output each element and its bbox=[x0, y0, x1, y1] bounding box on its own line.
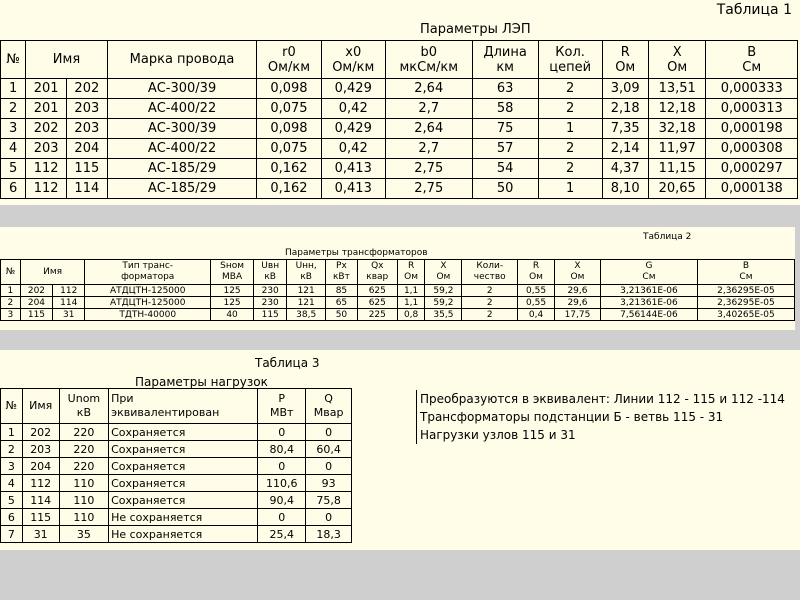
table-cell: Сохраняется bbox=[109, 424, 258, 441]
table-cell: 29,6 bbox=[554, 297, 600, 309]
table-cell: 125 bbox=[211, 297, 254, 309]
line-params-table bbox=[0, 40, 798, 199]
table-cell: 3 bbox=[1, 119, 26, 139]
table-cell: 0 bbox=[306, 424, 352, 441]
table-cell: 65 bbox=[326, 297, 358, 309]
table-cell: 203 bbox=[22, 441, 59, 458]
table-row bbox=[1, 297, 795, 309]
table-cell: 8,10 bbox=[602, 179, 648, 199]
table-cell: 6 bbox=[1, 509, 23, 526]
table-cell: 2,7 bbox=[385, 139, 472, 159]
table2-header: G См bbox=[600, 260, 697, 285]
table-cell: 0,162 bbox=[257, 159, 321, 179]
table-cell: 50 bbox=[472, 179, 538, 199]
table-cell: Не сохраняется bbox=[109, 526, 258, 543]
table-cell: 0,413 bbox=[321, 179, 385, 199]
table-cell: 625 bbox=[357, 297, 397, 309]
table-cell: 203 bbox=[66, 99, 107, 119]
table-cell: 114 bbox=[53, 297, 85, 309]
table-cell: 1,1 bbox=[397, 297, 425, 309]
table-cell: 2,36295E-05 bbox=[697, 285, 794, 297]
table1-header: R Ом bbox=[602, 41, 648, 79]
table-cell: 2 bbox=[1, 297, 21, 309]
table-cell: 3 bbox=[1, 458, 23, 475]
table-row bbox=[1, 139, 798, 159]
table-cell: 0,075 bbox=[257, 99, 321, 119]
table-cell: 2 bbox=[538, 159, 602, 179]
table2-header: X Ом bbox=[554, 260, 600, 285]
table-cell: 75 bbox=[472, 119, 538, 139]
table-row bbox=[1, 492, 352, 509]
table-cell: 0,8 bbox=[397, 309, 425, 321]
table-cell: 115 bbox=[254, 309, 287, 321]
table-cell: 3,21361E-06 bbox=[600, 285, 697, 297]
table-cell: 2,18 bbox=[602, 99, 648, 119]
table-cell: 11,15 bbox=[648, 159, 706, 179]
note-line: Трансформаторы подстанции Б - ветвь 115 - 31 bbox=[420, 410, 724, 424]
table-cell: 202 bbox=[20, 285, 52, 297]
table-cell: 204 bbox=[22, 458, 59, 475]
table-cell: 0,000333 bbox=[706, 79, 798, 99]
table-cell: 0 bbox=[306, 509, 352, 526]
table1-header: r0 Ом/км bbox=[257, 41, 321, 79]
table-row bbox=[1, 509, 352, 526]
table-cell: 0 bbox=[258, 424, 306, 441]
table-cell: 2 bbox=[538, 139, 602, 159]
table-cell: 0,098 bbox=[257, 119, 321, 139]
table-cell: Сохраняется bbox=[109, 475, 258, 492]
table2-header: № bbox=[1, 260, 21, 285]
table-cell: 1 bbox=[538, 119, 602, 139]
table-cell: 201 bbox=[26, 99, 67, 119]
table-cell: 63 bbox=[472, 79, 538, 99]
table-row bbox=[1, 309, 795, 321]
table-cell: 0,000308 bbox=[706, 139, 798, 159]
table2-header: R Ом bbox=[397, 260, 425, 285]
load-params-table bbox=[0, 388, 352, 543]
table2-header: Коли- чество bbox=[462, 260, 518, 285]
table-cell: 3 bbox=[1, 309, 21, 321]
table-cell: 202 bbox=[22, 424, 59, 441]
table-cell: 59,2 bbox=[425, 297, 462, 309]
table3-header: Unom кВ bbox=[59, 389, 108, 424]
table-row bbox=[1, 285, 795, 297]
table-row bbox=[1, 526, 352, 543]
table-cell: 31 bbox=[22, 526, 59, 543]
table-cell: 5 bbox=[1, 492, 23, 509]
table-cell: 0,55 bbox=[518, 285, 555, 297]
table-cell: 93 bbox=[306, 475, 352, 492]
table-cell: 6 bbox=[1, 179, 26, 199]
table-cell: 50 bbox=[326, 309, 358, 321]
table1-caption: Таблица 1 bbox=[716, 2, 792, 18]
table-cell: 0,075 bbox=[257, 139, 321, 159]
table2-header: Uнн, кВ bbox=[287, 260, 326, 285]
table3-caption: Таблица 3 bbox=[255, 356, 320, 370]
note-line: Преобразуются в эквивалент: Линии 112 - 115 и 112 -114 bbox=[420, 392, 785, 406]
table-cell: 2 bbox=[462, 309, 518, 321]
table-cell: 220 bbox=[59, 458, 108, 475]
table-cell: 18,3 bbox=[306, 526, 352, 543]
table-cell: 2,75 bbox=[385, 159, 472, 179]
table-cell: 0,429 bbox=[321, 79, 385, 99]
table-cell: 13,51 bbox=[648, 79, 706, 99]
table-cell: 3,40265E-05 bbox=[697, 309, 794, 321]
table-cell: 20,65 bbox=[648, 179, 706, 199]
table-cell: 2 bbox=[462, 297, 518, 309]
table-cell: 57 bbox=[472, 139, 538, 159]
table-cell: 11,97 bbox=[648, 139, 706, 159]
table-cell: АТДЦТН-125000 bbox=[85, 297, 211, 309]
load-params-panel bbox=[0, 350, 800, 550]
table-row bbox=[1, 441, 352, 458]
table-cell: 114 bbox=[22, 492, 59, 509]
table-cell: 5 bbox=[1, 159, 26, 179]
table-cell: 85 bbox=[326, 285, 358, 297]
table-cell: ТДТН-40000 bbox=[85, 309, 211, 321]
table-cell: 4,37 bbox=[602, 159, 648, 179]
table-cell: 2,64 bbox=[385, 119, 472, 139]
table-cell: 202 bbox=[26, 119, 67, 139]
table-cell: 2 bbox=[1, 441, 23, 458]
table-cell: 59,2 bbox=[425, 285, 462, 297]
table-cell: 125 bbox=[211, 285, 254, 297]
table-cell: 220 bbox=[59, 441, 108, 458]
table-cell: Не сохраняется bbox=[109, 509, 258, 526]
table-cell: 2,64 bbox=[385, 79, 472, 99]
table3-header: № bbox=[1, 389, 23, 424]
transformer-params-table bbox=[0, 259, 795, 321]
table3-header: Имя bbox=[22, 389, 59, 424]
table-cell: 1 bbox=[1, 424, 23, 441]
table-cell: 110 bbox=[59, 492, 108, 509]
table-cell: 112 bbox=[26, 159, 67, 179]
table-cell: 625 bbox=[357, 285, 397, 297]
table-cell: 1 bbox=[1, 79, 26, 99]
table-cell: 7,56144E-06 bbox=[600, 309, 697, 321]
table-cell: 7,35 bbox=[602, 119, 648, 139]
table-cell: 0,4 bbox=[518, 309, 555, 321]
table1-header: X Ом bbox=[648, 41, 706, 79]
table-cell: 40 bbox=[211, 309, 254, 321]
table-cell: 2 bbox=[462, 285, 518, 297]
table-cell: 0 bbox=[258, 509, 306, 526]
table1-title: Параметры ЛЭП bbox=[420, 22, 531, 37]
table-cell: 1,1 bbox=[397, 285, 425, 297]
table1-header: Длина км bbox=[472, 41, 538, 79]
line-params-panel bbox=[0, 0, 800, 205]
table-cell: 230 bbox=[254, 297, 287, 309]
table-cell: 17,75 bbox=[554, 309, 600, 321]
table-cell: 1 bbox=[538, 179, 602, 199]
table-cell: 220 bbox=[59, 424, 108, 441]
table-cell: 110,6 bbox=[258, 475, 306, 492]
table-cell: 112 bbox=[26, 179, 67, 199]
table-cell: 29,6 bbox=[554, 285, 600, 297]
table-cell: 60,4 bbox=[306, 441, 352, 458]
table-cell: 3,09 bbox=[602, 79, 648, 99]
table3-header: Q Мвар bbox=[306, 389, 352, 424]
table-row bbox=[1, 99, 798, 119]
table2-header: Px кВт bbox=[326, 260, 358, 285]
table-cell: 225 bbox=[357, 309, 397, 321]
table-cell: АС-300/39 bbox=[107, 119, 257, 139]
table-cell: 12,18 bbox=[648, 99, 706, 119]
table-cell: 25,4 bbox=[258, 526, 306, 543]
table2-header: Sном МВА bbox=[211, 260, 254, 285]
table2-header: Тип транс- форматора bbox=[85, 260, 211, 285]
table-cell: 204 bbox=[20, 297, 52, 309]
table-cell: 114 bbox=[66, 179, 107, 199]
table-cell: Сохраняется bbox=[109, 458, 258, 475]
table-cell: АТДЦТН-125000 bbox=[85, 285, 211, 297]
table-cell: 0,000198 bbox=[706, 119, 798, 139]
table-cell: 230 bbox=[254, 285, 287, 297]
table-cell: 32,18 bbox=[648, 119, 706, 139]
table-cell: 0,000297 bbox=[706, 159, 798, 179]
table-cell: 203 bbox=[26, 139, 67, 159]
table-cell: 4 bbox=[1, 139, 26, 159]
table2-caption: Таблица 2 bbox=[643, 232, 692, 242]
table-cell: 0 bbox=[258, 458, 306, 475]
table-cell: АС-185/29 bbox=[107, 159, 257, 179]
table-cell: 80,4 bbox=[258, 441, 306, 458]
table-row bbox=[1, 119, 798, 139]
table-cell: 115 bbox=[22, 509, 59, 526]
table-cell: 31 bbox=[53, 309, 85, 321]
table2-header: X Ом bbox=[425, 260, 462, 285]
table-cell: 3,21361E-06 bbox=[600, 297, 697, 309]
table-cell: 112 bbox=[22, 475, 59, 492]
table-row bbox=[1, 159, 798, 179]
table-cell: 1 bbox=[1, 285, 21, 297]
table-cell: 35,5 bbox=[425, 309, 462, 321]
table-row bbox=[1, 79, 798, 99]
table-cell: 0,162 bbox=[257, 179, 321, 199]
table3-title: Параметры нагрузок bbox=[135, 375, 268, 389]
table-cell: 112 bbox=[53, 285, 85, 297]
table-cell: 0,42 bbox=[321, 139, 385, 159]
table-cell: 110 bbox=[59, 509, 108, 526]
table-cell: 115 bbox=[66, 159, 107, 179]
table-cell: 2,36295E-05 bbox=[697, 297, 794, 309]
table-cell: 58 bbox=[472, 99, 538, 119]
table-row bbox=[1, 458, 352, 475]
table2-header: Qx квар bbox=[357, 260, 397, 285]
equivalent-notes bbox=[416, 390, 785, 444]
table-cell: АС-400/22 bbox=[107, 99, 257, 119]
table-cell: 2 bbox=[1, 99, 26, 119]
table2-header: R Ом bbox=[518, 260, 555, 285]
table-cell: 2,75 bbox=[385, 179, 472, 199]
table-cell: 4 bbox=[1, 475, 23, 492]
table2-header: B См bbox=[697, 260, 794, 285]
table-cell: 2 bbox=[538, 79, 602, 99]
table-cell: 204 bbox=[66, 139, 107, 159]
table-cell: 7 bbox=[1, 526, 23, 543]
table-row bbox=[1, 179, 798, 199]
table-cell: 0 bbox=[306, 458, 352, 475]
transformer-params-panel bbox=[0, 227, 795, 330]
table-cell: 2,14 bbox=[602, 139, 648, 159]
table-cell: 201 bbox=[26, 79, 67, 99]
table-cell: АС-400/22 bbox=[107, 139, 257, 159]
table-cell: 121 bbox=[287, 285, 326, 297]
table1-header: b0 мкСм/км bbox=[385, 41, 472, 79]
table-cell: Сохраняется bbox=[109, 492, 258, 509]
table1-header: Кол. цепей bbox=[538, 41, 602, 79]
table-cell: 2 bbox=[538, 99, 602, 119]
table-cell: 54 bbox=[472, 159, 538, 179]
table-cell: 203 bbox=[66, 119, 107, 139]
table-cell: 0,413 bbox=[321, 159, 385, 179]
table-cell: 0,000138 bbox=[706, 179, 798, 199]
table1-header: B См bbox=[706, 41, 798, 79]
table2-header: Uвн кВ bbox=[254, 260, 287, 285]
table-cell: 202 bbox=[66, 79, 107, 99]
table1-header: № bbox=[1, 41, 26, 79]
table-cell: 2,7 bbox=[385, 99, 472, 119]
table-cell: 0,000313 bbox=[706, 99, 798, 119]
table-cell: 0,55 bbox=[518, 297, 555, 309]
table-cell: 0,098 bbox=[257, 79, 321, 99]
table1-header: x0 Ом/км bbox=[321, 41, 385, 79]
table-cell: 0,429 bbox=[321, 119, 385, 139]
table2-title: Параметры трансформаторов bbox=[285, 248, 428, 258]
table-cell: 115 bbox=[20, 309, 52, 321]
table2-header: Имя bbox=[20, 260, 85, 285]
table-cell: 121 bbox=[287, 297, 326, 309]
table-cell: 35 bbox=[59, 526, 108, 543]
table-cell: Сохраняется bbox=[109, 441, 258, 458]
table-row bbox=[1, 424, 352, 441]
table1-header: Имя bbox=[26, 41, 107, 79]
table3-header: P МВт bbox=[258, 389, 306, 424]
table3-header: При эквивалентирован bbox=[109, 389, 258, 424]
table-cell: 75,8 bbox=[306, 492, 352, 509]
table-row bbox=[1, 475, 352, 492]
note-line: Нагрузки узлов 115 и 31 bbox=[420, 428, 576, 442]
table-cell: 0,42 bbox=[321, 99, 385, 119]
table-cell: 90,4 bbox=[258, 492, 306, 509]
table-cell: АС-300/39 bbox=[107, 79, 257, 99]
table-cell: 110 bbox=[59, 475, 108, 492]
table-cell: АС-185/29 bbox=[107, 179, 257, 199]
table-cell: 38,5 bbox=[287, 309, 326, 321]
table1-header: Марка провода bbox=[107, 41, 257, 79]
